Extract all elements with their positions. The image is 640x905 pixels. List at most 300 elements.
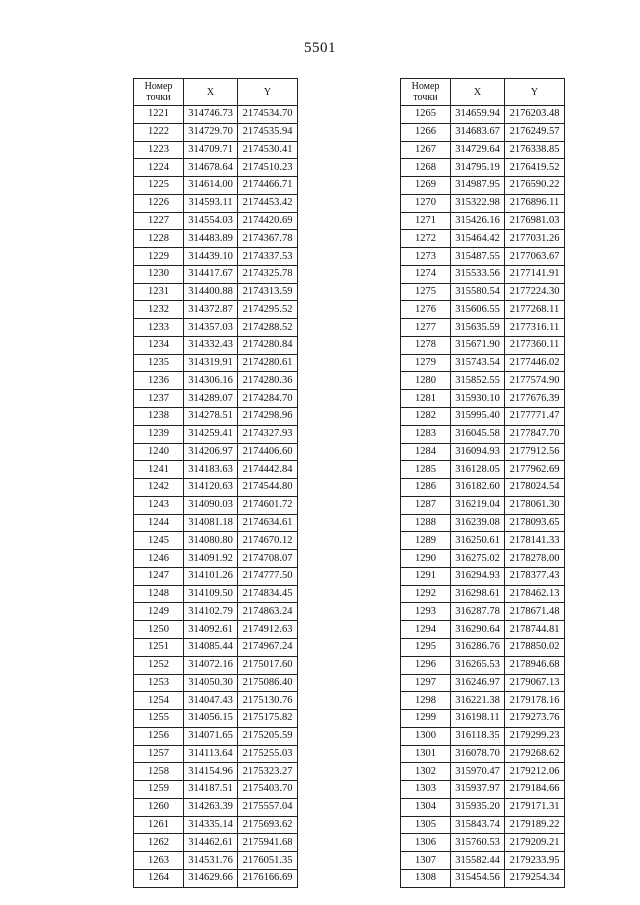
table-row (134, 319, 298, 337)
y-coordinate-cell: 2174337.53 (238, 248, 298, 266)
x-coordinate-cell: 314400.88 (184, 283, 238, 301)
point-number-cell: 1224 (134, 159, 184, 177)
header-x: X (451, 79, 505, 106)
y-coordinate-cell: 2177360.11 (505, 336, 565, 354)
y-coordinate-cell: 2179178.16 (505, 692, 565, 710)
x-coordinate-cell: 316198.11 (451, 710, 505, 728)
y-coordinate-cell: 2174313.59 (238, 283, 298, 301)
y-coordinate-cell: 2175403.70 (238, 781, 298, 799)
table-row (401, 869, 565, 887)
x-coordinate-cell: 316298.61 (451, 585, 505, 603)
table-row (401, 834, 565, 852)
point-number-cell: 1246 (134, 550, 184, 568)
y-coordinate-cell: 2174601.72 (238, 496, 298, 514)
x-coordinate-cell: 314113.64 (184, 745, 238, 763)
table-body-left (134, 106, 298, 888)
x-coordinate-cell: 314278.51 (184, 408, 238, 426)
table-row (401, 532, 565, 550)
point-number-cell: 1268 (401, 159, 451, 177)
point-number-cell: 1262 (134, 834, 184, 852)
x-coordinate-cell: 316294.93 (451, 567, 505, 585)
table-row (401, 656, 565, 674)
x-coordinate-cell: 314987.95 (451, 177, 505, 195)
x-coordinate-cell: 314183.63 (184, 461, 238, 479)
y-coordinate-cell: 2179184.66 (505, 781, 565, 799)
y-coordinate-cell: 2174280.84 (238, 336, 298, 354)
y-coordinate-cell: 2174530.41 (238, 141, 298, 159)
point-number-cell: 1285 (401, 461, 451, 479)
table-row (401, 763, 565, 781)
x-coordinate-cell: 314071.65 (184, 727, 238, 745)
table-row (401, 852, 565, 870)
y-coordinate-cell: 2175323.27 (238, 763, 298, 781)
x-coordinate-cell: 316221.38 (451, 692, 505, 710)
point-number-cell: 1277 (401, 319, 451, 337)
table-row (401, 550, 565, 568)
point-number-cell: 1270 (401, 194, 451, 212)
table-body-right (401, 106, 565, 888)
table-row (401, 212, 565, 230)
x-coordinate-cell: 314092.61 (184, 621, 238, 639)
point-number-cell: 1308 (401, 869, 451, 887)
y-coordinate-cell: 2174535.94 (238, 123, 298, 141)
point-number-cell: 1247 (134, 567, 184, 585)
table-header-row (401, 79, 565, 106)
point-number-cell: 1280 (401, 372, 451, 390)
y-coordinate-cell: 2178850.02 (505, 638, 565, 656)
table-row (134, 177, 298, 195)
x-coordinate-cell: 314187.51 (184, 781, 238, 799)
y-coordinate-cell: 2174442.84 (238, 461, 298, 479)
table-row (134, 852, 298, 870)
x-coordinate-cell: 314729.64 (451, 141, 505, 159)
y-coordinate-cell: 2179299.23 (505, 727, 565, 745)
table-row (401, 265, 565, 283)
x-coordinate-cell: 316219.04 (451, 496, 505, 514)
header-x: X (184, 79, 238, 106)
y-coordinate-cell: 2174544.80 (238, 479, 298, 497)
x-coordinate-cell: 316128.05 (451, 461, 505, 479)
point-number-cell: 1281 (401, 390, 451, 408)
x-coordinate-cell: 314289.07 (184, 390, 238, 408)
y-coordinate-cell: 2175255.03 (238, 745, 298, 763)
x-coordinate-cell: 314372.87 (184, 301, 238, 319)
point-number-cell: 1293 (401, 603, 451, 621)
y-coordinate-cell: 2178671.48 (505, 603, 565, 621)
y-coordinate-cell: 2177316.11 (505, 319, 565, 337)
table-row (401, 621, 565, 639)
header-point-number: Номер точки (134, 79, 184, 106)
table-row (134, 106, 298, 124)
y-coordinate-cell: 2178024.54 (505, 479, 565, 497)
x-coordinate-cell: 314263.39 (184, 798, 238, 816)
x-coordinate-cell: 315322.98 (451, 194, 505, 212)
y-coordinate-cell: 2175205.59 (238, 727, 298, 745)
x-coordinate-cell: 314746.73 (184, 106, 238, 124)
y-coordinate-cell: 2174367.78 (238, 230, 298, 248)
x-coordinate-cell: 314085.44 (184, 638, 238, 656)
y-coordinate-cell: 2174280.36 (238, 372, 298, 390)
point-number-cell: 1235 (134, 354, 184, 372)
point-number-cell: 1254 (134, 692, 184, 710)
x-coordinate-cell: 314109.50 (184, 585, 238, 603)
table-row (134, 638, 298, 656)
x-coordinate-cell: 314154.96 (184, 763, 238, 781)
table-row (401, 230, 565, 248)
table-row (134, 745, 298, 763)
point-number-cell: 1264 (134, 869, 184, 887)
point-number-cell: 1225 (134, 177, 184, 195)
point-number-cell: 1231 (134, 283, 184, 301)
table-row (401, 692, 565, 710)
point-number-cell: 1269 (401, 177, 451, 195)
point-number-cell: 1267 (401, 141, 451, 159)
y-coordinate-cell: 2179212.06 (505, 763, 565, 781)
point-number-cell: 1276 (401, 301, 451, 319)
x-coordinate-cell: 316250.61 (451, 532, 505, 550)
x-coordinate-cell: 314259.41 (184, 425, 238, 443)
point-number-cell: 1250 (134, 621, 184, 639)
y-coordinate-cell: 2175017.60 (238, 656, 298, 674)
table-row (401, 336, 565, 354)
table-row (401, 301, 565, 319)
point-number-cell: 1253 (134, 674, 184, 692)
x-coordinate-cell: 314678.64 (184, 159, 238, 177)
table-row (401, 194, 565, 212)
y-coordinate-cell: 2179233.95 (505, 852, 565, 870)
table-row (134, 301, 298, 319)
header-y: Y (238, 79, 298, 106)
y-coordinate-cell: 2178377.43 (505, 567, 565, 585)
y-coordinate-cell: 2174834.45 (238, 585, 298, 603)
table-row (401, 248, 565, 266)
point-number-cell: 1272 (401, 230, 451, 248)
y-coordinate-cell: 2174406.60 (238, 443, 298, 461)
y-coordinate-cell: 2177446.02 (505, 354, 565, 372)
point-number-cell: 1229 (134, 248, 184, 266)
point-number-cell: 1237 (134, 390, 184, 408)
table-row (401, 585, 565, 603)
y-coordinate-cell: 2176419.52 (505, 159, 565, 177)
point-number-cell: 1278 (401, 336, 451, 354)
point-number-cell: 1245 (134, 532, 184, 550)
x-coordinate-cell: 314332.43 (184, 336, 238, 354)
y-coordinate-cell: 2179209.21 (505, 834, 565, 852)
point-number-cell: 1266 (401, 123, 451, 141)
x-coordinate-cell: 315852.55 (451, 372, 505, 390)
point-number-cell: 1236 (134, 372, 184, 390)
point-number-cell: 1282 (401, 408, 451, 426)
table-row (134, 354, 298, 372)
x-coordinate-cell: 314554.03 (184, 212, 238, 230)
table-row (134, 159, 298, 177)
y-coordinate-cell: 2178141.33 (505, 532, 565, 550)
y-coordinate-cell: 2175175.82 (238, 710, 298, 728)
point-number-cell: 1242 (134, 479, 184, 497)
y-coordinate-cell: 2174863.24 (238, 603, 298, 621)
point-number-cell: 1305 (401, 816, 451, 834)
table-row (134, 212, 298, 230)
x-coordinate-cell: 316275.02 (451, 550, 505, 568)
table-row (134, 194, 298, 212)
point-number-cell: 1297 (401, 674, 451, 692)
x-coordinate-cell: 315970.47 (451, 763, 505, 781)
x-coordinate-cell: 314306.16 (184, 372, 238, 390)
table-row (134, 603, 298, 621)
y-coordinate-cell: 2175130.76 (238, 692, 298, 710)
y-coordinate-cell: 2174510.23 (238, 159, 298, 177)
x-coordinate-cell: 314709.71 (184, 141, 238, 159)
x-coordinate-cell: 315930.10 (451, 390, 505, 408)
point-number-cell: 1248 (134, 585, 184, 603)
x-coordinate-cell: 314335.14 (184, 816, 238, 834)
header-y: Y (505, 79, 565, 106)
x-coordinate-cell: 315464.42 (451, 230, 505, 248)
y-coordinate-cell: 2179189.22 (505, 816, 565, 834)
x-coordinate-cell: 316182.60 (451, 479, 505, 497)
point-number-cell: 1283 (401, 425, 451, 443)
x-coordinate-cell: 314056.15 (184, 710, 238, 728)
x-coordinate-cell: 314683.67 (451, 123, 505, 141)
y-coordinate-cell: 2174327.93 (238, 425, 298, 443)
y-coordinate-cell: 2174295.52 (238, 301, 298, 319)
point-number-cell: 1294 (401, 621, 451, 639)
y-coordinate-cell: 2177268.11 (505, 301, 565, 319)
x-coordinate-cell: 314090.03 (184, 496, 238, 514)
coordinates-table-left (133, 78, 298, 888)
x-coordinate-cell: 314593.11 (184, 194, 238, 212)
y-coordinate-cell: 2174420.69 (238, 212, 298, 230)
table-row (134, 265, 298, 283)
x-coordinate-cell: 314357.03 (184, 319, 238, 337)
y-coordinate-cell: 2176051.35 (238, 852, 298, 870)
table-row (134, 479, 298, 497)
table-row (134, 656, 298, 674)
x-coordinate-cell: 315671.90 (451, 336, 505, 354)
table-row (401, 710, 565, 728)
x-coordinate-cell: 316118.35 (451, 727, 505, 745)
point-number-cell: 1239 (134, 425, 184, 443)
x-coordinate-cell: 314047.43 (184, 692, 238, 710)
point-number-cell: 1301 (401, 745, 451, 763)
point-number-cell: 1279 (401, 354, 451, 372)
x-coordinate-cell: 314795.19 (451, 159, 505, 177)
y-coordinate-cell: 2177676.39 (505, 390, 565, 408)
point-number-cell: 1291 (401, 567, 451, 585)
y-coordinate-cell: 2174670.12 (238, 532, 298, 550)
table-row (401, 177, 565, 195)
y-coordinate-cell: 2179268.62 (505, 745, 565, 763)
y-coordinate-cell: 2177031.26 (505, 230, 565, 248)
point-number-cell: 1288 (401, 514, 451, 532)
point-number-cell: 1295 (401, 638, 451, 656)
y-coordinate-cell: 2174325.78 (238, 265, 298, 283)
y-coordinate-cell: 2175693.62 (238, 816, 298, 834)
table-row (401, 816, 565, 834)
x-coordinate-cell: 314050.30 (184, 674, 238, 692)
point-number-cell: 1307 (401, 852, 451, 870)
y-coordinate-cell: 2176981.03 (505, 212, 565, 230)
table-row (134, 248, 298, 266)
y-coordinate-cell: 2177141.91 (505, 265, 565, 283)
table-row (401, 354, 565, 372)
x-coordinate-cell: 314081.18 (184, 514, 238, 532)
y-coordinate-cell: 2177063.67 (505, 248, 565, 266)
x-coordinate-cell: 315426.16 (451, 212, 505, 230)
y-coordinate-cell: 2174534.70 (238, 106, 298, 124)
table-row (134, 336, 298, 354)
y-coordinate-cell: 2178744.81 (505, 621, 565, 639)
table-row (134, 692, 298, 710)
point-number-cell: 1241 (134, 461, 184, 479)
y-coordinate-cell: 2175557.04 (238, 798, 298, 816)
y-coordinate-cell: 2176338.85 (505, 141, 565, 159)
table-row (401, 319, 565, 337)
table-row (401, 443, 565, 461)
table-row (401, 514, 565, 532)
x-coordinate-cell: 314659.94 (451, 106, 505, 124)
x-coordinate-cell: 315937.97 (451, 781, 505, 799)
table-row (401, 781, 565, 799)
point-number-cell: 1263 (134, 852, 184, 870)
y-coordinate-cell: 2176249.57 (505, 123, 565, 141)
point-number-cell: 1306 (401, 834, 451, 852)
point-number-cell: 1238 (134, 408, 184, 426)
point-number-cell: 1303 (401, 781, 451, 799)
point-number-cell: 1226 (134, 194, 184, 212)
table-row (134, 710, 298, 728)
x-coordinate-cell: 314614.00 (184, 177, 238, 195)
point-number-cell: 1261 (134, 816, 184, 834)
y-coordinate-cell: 2176166.69 (238, 869, 298, 887)
point-number-cell: 1275 (401, 283, 451, 301)
x-coordinate-cell: 316239.08 (451, 514, 505, 532)
table-row (134, 496, 298, 514)
point-number-cell: 1233 (134, 319, 184, 337)
table-row (401, 745, 565, 763)
point-number-cell: 1284 (401, 443, 451, 461)
point-number-cell: 1274 (401, 265, 451, 283)
table-row (134, 461, 298, 479)
x-coordinate-cell: 315843.74 (451, 816, 505, 834)
page-number: 5501 (304, 40, 336, 56)
y-coordinate-cell: 2174967.24 (238, 638, 298, 656)
x-coordinate-cell: 314629.66 (184, 869, 238, 887)
point-number-cell: 1228 (134, 230, 184, 248)
table-row (134, 532, 298, 550)
table-row (134, 514, 298, 532)
table-row (401, 603, 565, 621)
point-number-cell: 1230 (134, 265, 184, 283)
y-coordinate-cell: 2174288.52 (238, 319, 298, 337)
table-row (401, 390, 565, 408)
table-row (134, 550, 298, 568)
y-coordinate-cell: 2176896.11 (505, 194, 565, 212)
point-number-cell: 1252 (134, 656, 184, 674)
y-coordinate-cell: 2174634.61 (238, 514, 298, 532)
x-coordinate-cell: 314483.89 (184, 230, 238, 248)
x-coordinate-cell: 314091.92 (184, 550, 238, 568)
point-number-cell: 1244 (134, 514, 184, 532)
point-number-cell: 1260 (134, 798, 184, 816)
point-number-cell: 1287 (401, 496, 451, 514)
table-row (134, 781, 298, 799)
point-number-cell: 1243 (134, 496, 184, 514)
point-number-cell: 1302 (401, 763, 451, 781)
y-coordinate-cell: 2174777.50 (238, 567, 298, 585)
table-row (401, 461, 565, 479)
point-number-cell: 1298 (401, 692, 451, 710)
point-number-cell: 1249 (134, 603, 184, 621)
y-coordinate-cell: 2177962.69 (505, 461, 565, 479)
table-row (134, 621, 298, 639)
point-number-cell: 1251 (134, 638, 184, 656)
point-number-cell: 1300 (401, 727, 451, 745)
x-coordinate-cell: 315743.54 (451, 354, 505, 372)
point-number-cell: 1259 (134, 781, 184, 799)
x-coordinate-cell: 315580.54 (451, 283, 505, 301)
y-coordinate-cell: 2177224.30 (505, 283, 565, 301)
table-row (134, 674, 298, 692)
x-coordinate-cell: 314417.67 (184, 265, 238, 283)
point-number-cell: 1222 (134, 123, 184, 141)
x-coordinate-cell: 315935.20 (451, 798, 505, 816)
table-row (401, 674, 565, 692)
x-coordinate-cell: 315454.56 (451, 869, 505, 887)
x-coordinate-cell: 315760.53 (451, 834, 505, 852)
x-coordinate-cell: 314531.76 (184, 852, 238, 870)
y-coordinate-cell: 2178093.65 (505, 514, 565, 532)
table-row (134, 763, 298, 781)
point-number-cell: 1304 (401, 798, 451, 816)
header-point-number: Номер точки (401, 79, 451, 106)
table-header-row (134, 79, 298, 106)
table-row (134, 141, 298, 159)
x-coordinate-cell: 314319.91 (184, 354, 238, 372)
table-row (134, 390, 298, 408)
x-coordinate-cell: 315533.56 (451, 265, 505, 283)
table-row (401, 159, 565, 177)
table-row (134, 869, 298, 887)
point-number-cell: 1265 (401, 106, 451, 124)
table-row (134, 816, 298, 834)
y-coordinate-cell: 2177574.90 (505, 372, 565, 390)
x-coordinate-cell: 316045.58 (451, 425, 505, 443)
table-row (401, 283, 565, 301)
table-row (401, 638, 565, 656)
x-coordinate-cell: 316287.78 (451, 603, 505, 621)
point-number-cell: 1257 (134, 745, 184, 763)
point-number-cell: 1255 (134, 710, 184, 728)
x-coordinate-cell: 314072.16 (184, 656, 238, 674)
y-coordinate-cell: 2175941.68 (238, 834, 298, 852)
y-coordinate-cell: 2177771.47 (505, 408, 565, 426)
table-row (134, 585, 298, 603)
point-number-cell: 1234 (134, 336, 184, 354)
x-coordinate-cell: 314080.80 (184, 532, 238, 550)
table-row (134, 123, 298, 141)
y-coordinate-cell: 2178061.30 (505, 496, 565, 514)
x-coordinate-cell: 315995.40 (451, 408, 505, 426)
point-number-cell: 1258 (134, 763, 184, 781)
table-row (134, 834, 298, 852)
point-number-cell: 1299 (401, 710, 451, 728)
table-row (134, 372, 298, 390)
x-coordinate-cell: 316246.97 (451, 674, 505, 692)
y-coordinate-cell: 2174280.61 (238, 354, 298, 372)
point-number-cell: 1296 (401, 656, 451, 674)
x-coordinate-cell: 315635.59 (451, 319, 505, 337)
